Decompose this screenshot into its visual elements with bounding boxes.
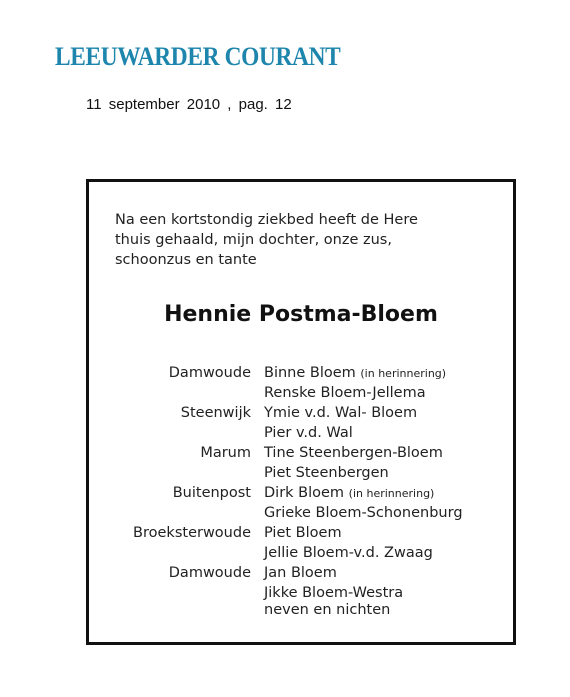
family-row (89, 463, 513, 483)
family-member-name: Binne Bloem (264, 365, 356, 381)
family-member-name: Jellie Bloem-v.d. Zwaag (264, 545, 433, 561)
family-row (89, 563, 513, 583)
deceased-name: Hennie Postma-Bloem (164, 302, 438, 327)
family-place: Broeksterwoude (133, 525, 251, 541)
family-row (89, 403, 513, 423)
family-place: Marum (200, 445, 251, 461)
family-row (89, 503, 513, 523)
family-row (89, 483, 513, 503)
family-place: Damwoude (168, 365, 251, 381)
family-row (89, 583, 513, 603)
newspaper-masthead: LEEUWARDER COURANT (55, 42, 341, 71)
family-member-note: (in herinnering) (348, 487, 435, 500)
family-member-name: Tine Steenbergen-Bloem (264, 445, 443, 461)
family-member (264, 423, 353, 444)
family-place: Buitenpost (172, 485, 251, 501)
notice-intro (115, 210, 418, 270)
family-row (89, 443, 513, 463)
family-member (264, 543, 433, 564)
family-row (89, 423, 513, 443)
family-member-note: (in herinnering) (360, 367, 447, 380)
family-row (89, 363, 513, 383)
family-member (264, 523, 342, 544)
family-member-name: Piet Steenbergen (264, 465, 389, 481)
family-member-name: Pier v.d. Wal (264, 425, 353, 441)
family-member-name: Jikke Bloem-Westra (264, 585, 404, 601)
family-member (264, 503, 463, 524)
family-member-name: Renske Bloem-Jellema (264, 385, 426, 401)
intro-line: Na een kortstondig ziekbed heeft de Here (115, 212, 418, 228)
family-place: Steenwijk (180, 405, 251, 421)
family-place: Damwoude (168, 565, 251, 581)
family-member (264, 403, 417, 424)
family-member (264, 363, 446, 384)
family-member-name: Piet Bloem (264, 525, 342, 541)
family-member (264, 443, 443, 464)
publication-dateline: 11 september 2010 , pag. 12 (86, 96, 292, 113)
death-notice (86, 179, 516, 645)
family-member-name: Grieke Bloem-Schonenburg (264, 505, 463, 521)
family-member-name: Jan Bloem (264, 565, 337, 581)
family-member (264, 483, 434, 504)
family-member (264, 463, 389, 484)
intro-line: thuis gehaald, mijn dochter, onze zus, (115, 232, 392, 248)
family-row (89, 383, 513, 403)
family-member (264, 563, 337, 584)
family-member (264, 383, 426, 404)
family-member-name: Dirk Bloem (264, 485, 345, 501)
intro-line: schoonzus en tante (115, 252, 257, 268)
family-member (264, 583, 403, 604)
family-row (89, 523, 513, 543)
closing-line: neven en nichten (264, 602, 391, 618)
family-row (89, 543, 513, 563)
family-member-name: Ymie v.d. Wal- Bloem (264, 405, 418, 421)
